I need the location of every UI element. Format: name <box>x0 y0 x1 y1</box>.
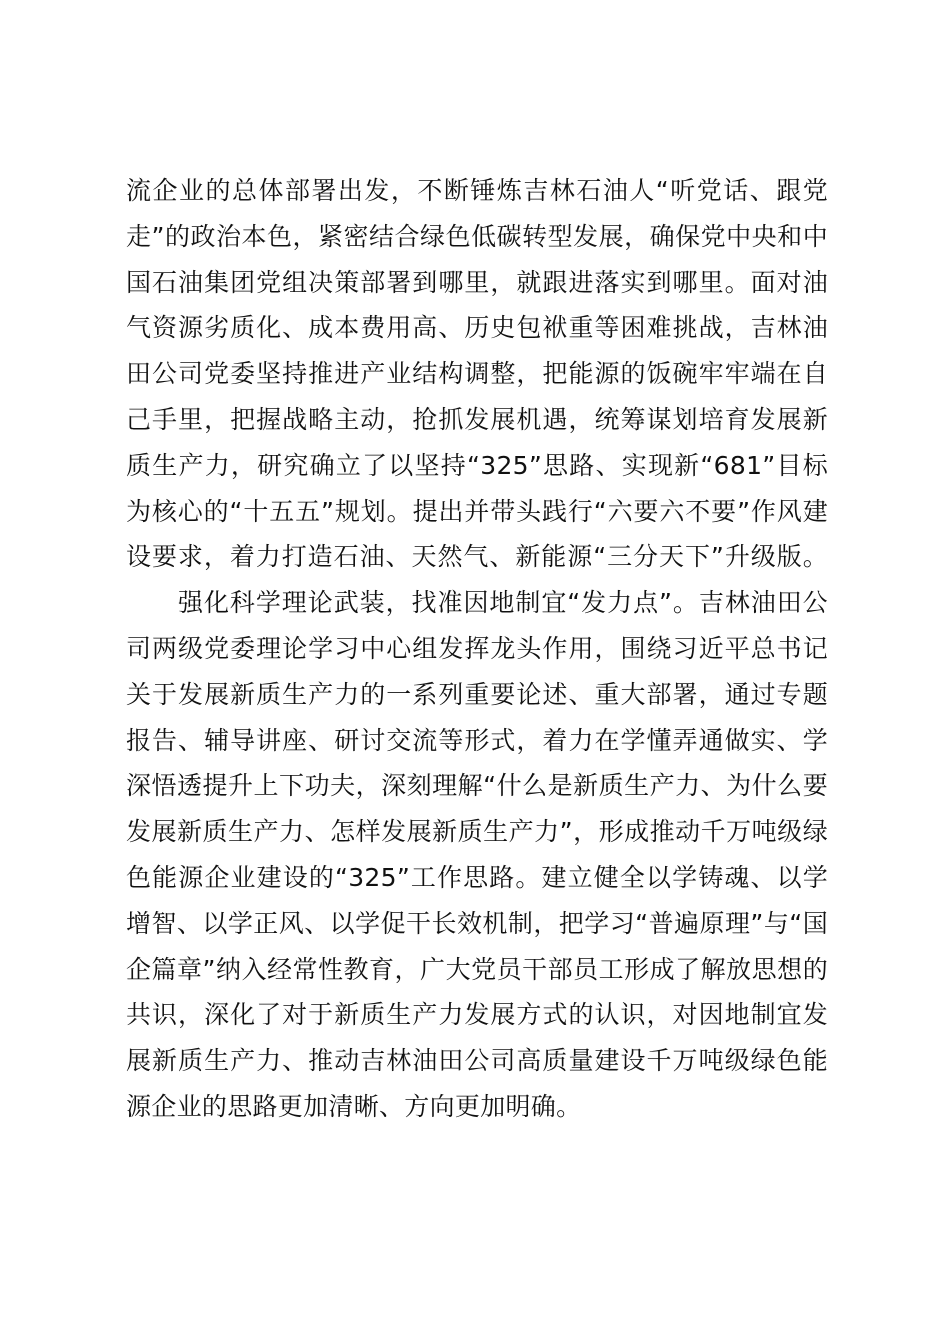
paragraph-1-line-7: 质生产力，研究确立了以坚持“325”思路、实现新“681”目标 <box>126 450 828 480</box>
paragraph-2-line-5: 深悟透提升上下功夫，深刻理解“什么是新质生产力、为什么要 <box>126 771 828 801</box>
paragraph-1-line-4: 气资源劣质化、成本费用高、历史包袱重等困难挑战，吉林油 <box>126 313 828 343</box>
paragraph-2-line-12: 源企业的思路更加清晰、方向更加明确。 <box>126 1091 582 1121</box>
paragraph-1-line-2: 走”的政治本色，紧密结合绿色低碳转型发展，确保党中央和中 <box>126 221 828 251</box>
paragraph-2-line-2: 司两级党委理论学习中心组发挥龙头作用，围绕习近平总书记 <box>126 633 828 663</box>
paragraph-2-line-8: 增智、以学正风、以学促干长效机制，把学习“普遍原理”与“国 <box>126 908 828 938</box>
paragraph-1-line-3: 国石油集团党组决策部署到哪里，就跟进落实到哪里。面对油 <box>126 267 828 297</box>
paragraph-1-line-8: 为核心的“十五五”规划。提出并带头践行“六要六不要”作风建 <box>126 496 828 526</box>
paragraph-2-line-9: 企篇章”纳入经常性教育，广大党员干部员工形成了解放思想的 <box>126 954 828 984</box>
paragraph-1-line-6: 己手里，把握战略主动，抢抓发展机遇，统筹谋划培育发展新 <box>126 404 828 434</box>
paragraph-2-line-3: 关于发展新质生产力的一系列重要论述、重大部署，通过专题 <box>126 679 828 709</box>
paragraph-1-line-5: 田公司党委坚持推进产业结构调整，把能源的饭碗牢牢端在自 <box>126 359 828 389</box>
paragraph-2-line-4: 报告、辅导讲座、研讨交流等形式，着力在学懂弄通做实、学 <box>126 725 828 755</box>
paragraph-2-line-10: 共识，深化了对于新质生产力发展方式的认识，对因地制宜发 <box>126 1000 828 1030</box>
paragraph-2-line-1: 强化科学理论武装，找准因地制宜“发力点”。吉林油田公 <box>178 588 828 618</box>
paragraph-2-line-11: 展新质生产力、推动吉林油田公司高质量建设千万吨级绿色能 <box>126 1046 828 1076</box>
paragraph-1-line-1: 流企业的总体部署出发，不断锤炼吉林石油人“听党话、跟党 <box>126 176 828 205</box>
paragraph-2-line-7: 色能源企业建设的“325”工作思路。建立健全以学铸魂、以学 <box>126 862 828 892</box>
paragraph-2-line-6: 发展新质生产力、怎样发展新质生产力”，形成推动千万吨级绿 <box>126 817 828 847</box>
body-text <box>126 168 828 1130</box>
paragraph-1-line-9: 设要求，着力打造石油、天然气、新能源“三分天下”升级版。 <box>126 542 828 572</box>
